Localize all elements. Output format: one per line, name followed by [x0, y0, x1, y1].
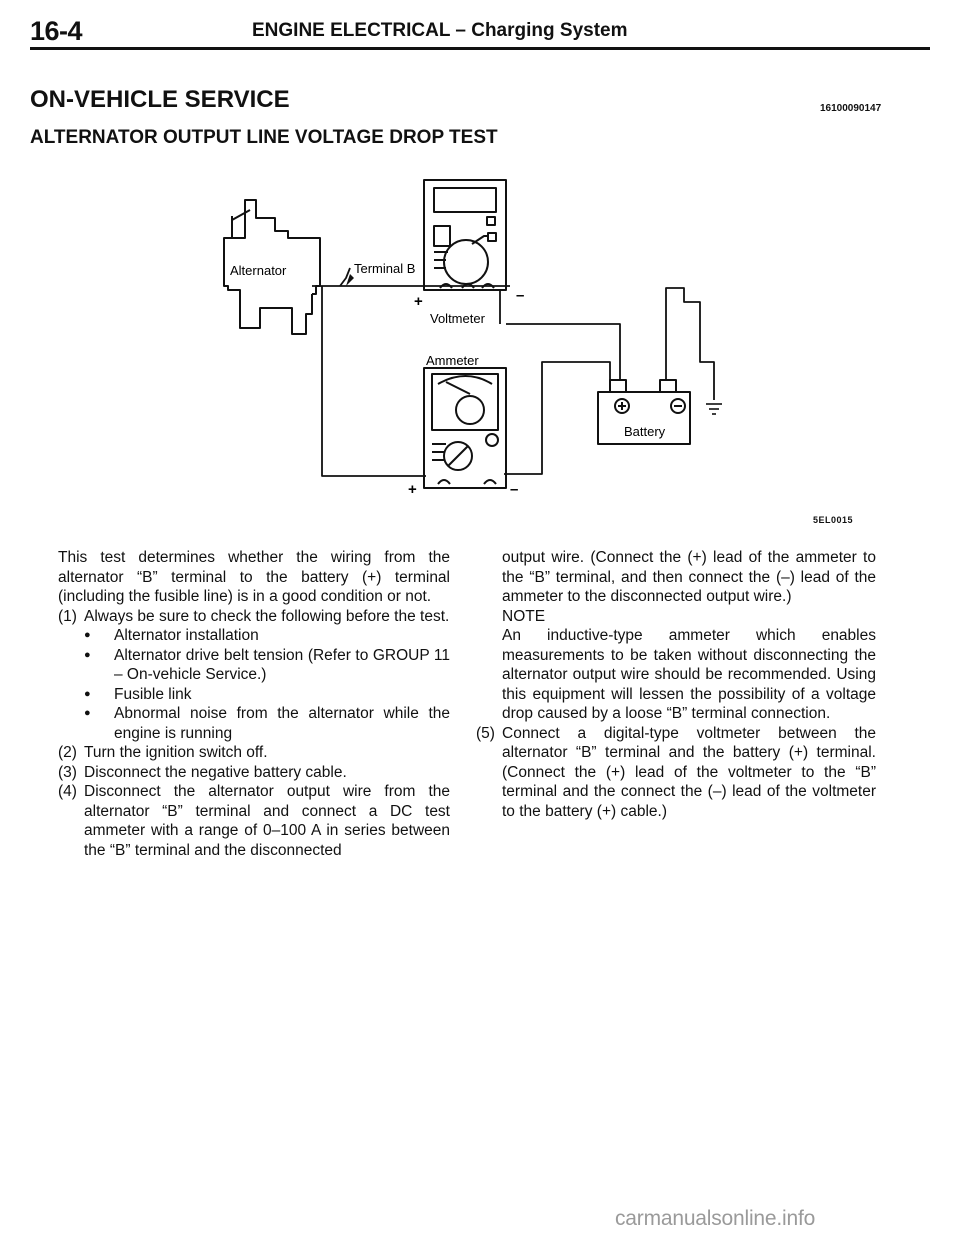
step-5 [476, 724, 876, 822]
header-rule [30, 47, 930, 50]
document-id: 16100090147 [820, 103, 882, 114]
label-voltmeter-minus: – [516, 287, 525, 304]
label-voltmeter: Voltmeter [430, 311, 485, 326]
label-battery: Battery [624, 424, 666, 439]
step-text: Disconnect the negative battery cable. [84, 763, 347, 781]
bullet-icon: ● [84, 687, 91, 700]
ammeter-shape [424, 368, 506, 488]
note-label: NOTE [502, 607, 546, 625]
step-number: (3) [58, 763, 77, 781]
bullet-item [84, 704, 450, 743]
ground-symbol [706, 404, 722, 414]
step-3 [58, 763, 450, 783]
step-text: Always be sure to check the following before the test. [84, 607, 450, 625]
label-ammeter-minus: – [510, 481, 519, 498]
bullet-text: Abnormal noise from the alternator while the engine is running [114, 705, 450, 742]
bullet-text: Alternator drive belt tension (Refer to GROUP 11 – On-vehicle Service.) [114, 646, 450, 683]
label-ammeter-plus: + [408, 481, 417, 498]
note-text: An inductive-type ammeter which enables measurements to be taken without disconnecting the alternator output wire should be recommended. Using this equipment will lessen the possibility of a voltage drop caused by a loose “B” terminal connection. [502, 627, 876, 722]
step-4-continued: output wire. (Connect the (+) lead of the ammeter to the “B” terminal, and then connect the (–) lead of the ammeter to the disconnected output wire.) [502, 549, 876, 605]
label-terminal-b: Terminal B [354, 261, 416, 276]
intro-paragraph: This test determines whether the wiring from the alternator “B” terminal to the battery (+) terminal (including the fusible line) is in a good condition or not. [58, 549, 450, 605]
section-title: ON-VEHICLE SERVICE [30, 86, 290, 113]
bullet-text: Fusible link [114, 685, 192, 703]
procedure-title: ALTERNATOR OUTPUT LINE VOLTAGE DROP TEST [30, 127, 498, 148]
wiring-diagram [200, 178, 740, 498]
step-text: Disconnect the alternator output wire from the alternator “B” terminal and connect a DC test ammeter with a range of 0–100 A in series between the “B” terminal and the disconnected [84, 783, 450, 859]
step-4 [58, 782, 450, 860]
label-ammeter: Ammeter [426, 353, 479, 368]
body-column-left [58, 548, 450, 860]
bullet-item [84, 626, 450, 646]
bullet-item [84, 685, 450, 705]
bullet-item [84, 646, 450, 685]
page-number: 16-4 [30, 16, 83, 46]
bullet-text: Alternator installation [114, 627, 259, 644]
figure-code: 5EL0015 [813, 515, 854, 525]
step-2 [58, 743, 450, 763]
chapter-title: ENGINE ELECTRICAL – Charging System [252, 20, 628, 41]
step-text: Connect a digital-type voltmeter between the alternator “B” terminal and the battery (+) terminal. (Connect the (+) lead of the voltmeter to the “B” terminal and the connect the (–) lead of the voltmeter to the battery (+) cable.) [502, 724, 876, 820]
step-number: (4) [58, 783, 77, 800]
label-voltmeter-plus: + [414, 293, 423, 310]
step-number: (1) [58, 607, 77, 625]
step-text: Turn the ignition switch off. [84, 744, 268, 761]
step-1 [58, 607, 450, 627]
page-header [30, 16, 930, 50]
bullet-icon: ● [84, 648, 91, 661]
step-number: (5) [476, 724, 495, 742]
voltmeter-shape [424, 180, 506, 290]
bullet-icon: ● [84, 629, 91, 641]
step-number: (2) [58, 744, 77, 761]
label-alternator: Alternator [230, 263, 287, 278]
body-column-right [476, 548, 876, 821]
bullet-icon: ● [84, 707, 91, 719]
footer-watermark: carmanualsonline.info [615, 1207, 816, 1230]
